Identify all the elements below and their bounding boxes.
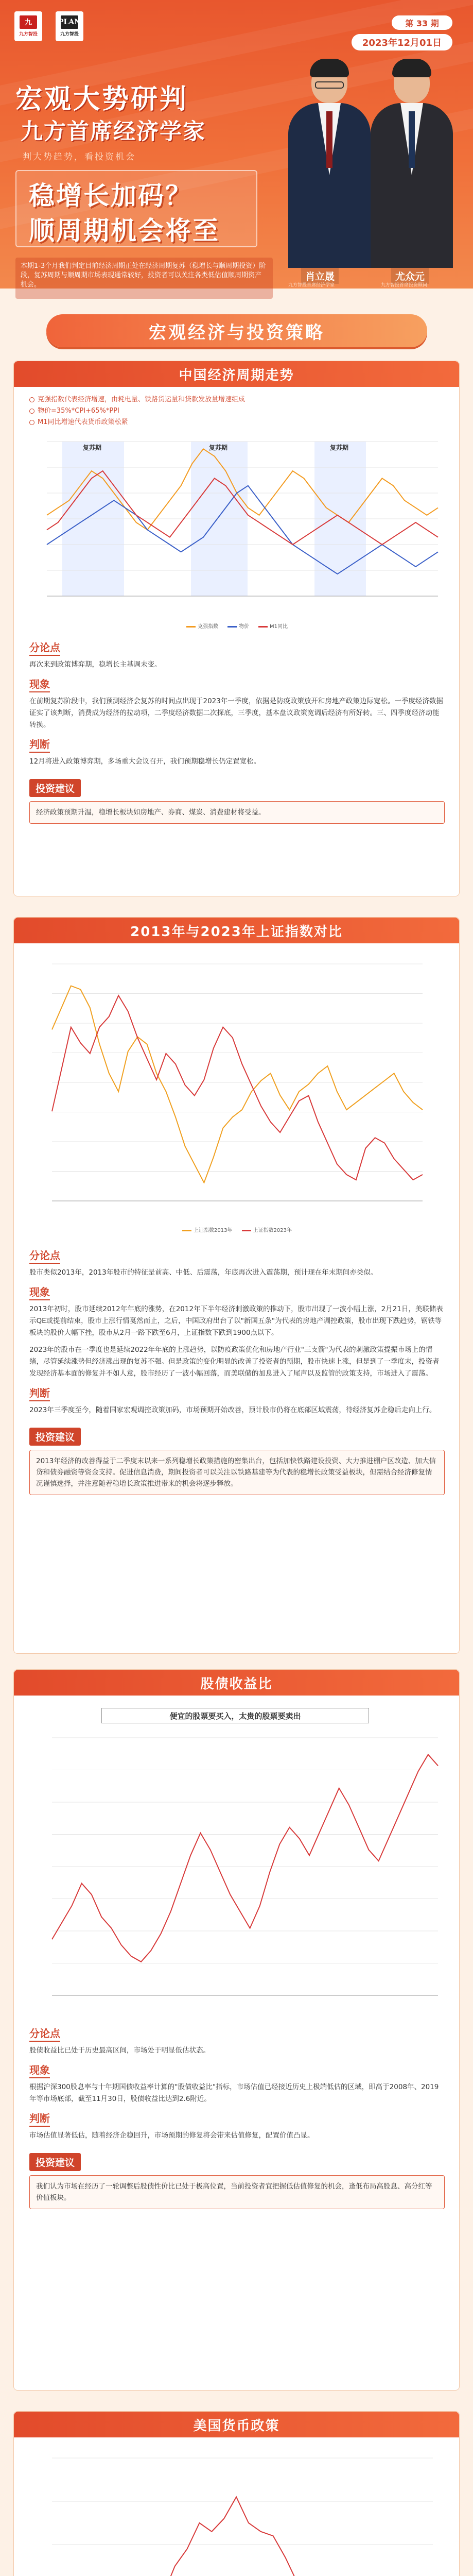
series-line-cpi xyxy=(52,2497,433,2576)
plan-text: 九方智投 xyxy=(60,32,79,37)
analysis-label: 分论点 xyxy=(29,2025,60,2042)
index-comparison-chart xyxy=(26,954,448,1222)
series-line-2013 xyxy=(52,986,423,1183)
hero-description: 本期1-3个月我们判定目前经济周期正处在经济周期复苏（稳增长与顺周期投资）阶段，复苏周期与顺周期市场表现通常较好，投资者可以关注各类低估值顺周期资产机会。 xyxy=(21,262,266,289)
advisor-role: 九方智投首席投资顾问 xyxy=(381,283,428,288)
chart-title: 便宜的股票要买入，太贵的股票要卖出 xyxy=(101,1708,369,1723)
issue-badge: 第 33 期 xyxy=(392,15,452,30)
economic-cycle-chart xyxy=(26,431,448,617)
bullet-icon xyxy=(29,420,34,425)
card-economic-cycle xyxy=(13,361,460,896)
judgement-label: 判断 xyxy=(29,2110,50,2127)
headline-question-1: 稳增长加码？ xyxy=(29,181,192,211)
legend-item: 物价 xyxy=(227,622,249,630)
card-us-monetary-policy xyxy=(13,2411,460,2576)
brand-logo xyxy=(14,11,42,41)
legend-item: 克强指数 xyxy=(186,622,218,630)
judgement-label: 判断 xyxy=(29,1385,50,1401)
card-title: 美国货币政策 xyxy=(14,2412,459,2437)
advisor-name: 尤众元 xyxy=(391,268,429,284)
phase-label: 复苏期 xyxy=(83,444,102,451)
bullet-item: 物价=35%*CPI+65%*PPI xyxy=(29,405,444,417)
bullet-item: 克强指数代表经济增速，由耗电量、铁路货运量和贷款发放量增速组成 xyxy=(29,394,444,405)
report-subtitle: 九方首席经济学家 xyxy=(21,119,206,145)
hero-header xyxy=(0,0,473,289)
analysis-label: 分论点 xyxy=(29,1247,60,1264)
logo-text: 九方智投 xyxy=(19,32,38,37)
phenomenon-text: 2023年的股市在一季度也是延续2022年年底的上涨趋势，以防疫政策优化和房地产行业"三支箭"为代表的刺激政策提振市场上的情绪，尽管延续涨势但经济涨出现的复苏不强。但是政策的变化明显的改善了投资者的预期，股市快速上涨，但是到了一季度末，投资者发现经济基本面的修复并不如人意，股市经历了一波小幅回落，而美联储的加息进入了尾声以及监管的政策支持，市场进入了震荡。 xyxy=(29,1346,440,1378)
economist-role: 九方智投首席经济学家 xyxy=(288,283,335,288)
advice-text: 我们认为市场在经历了一轮调整后股债性价比已处于极高位置，当前投资者宜把握低估值修复的机会，逢低布局高股息、高分红等价值板块。 xyxy=(29,2175,445,2209)
bullet-icon xyxy=(29,397,34,402)
bullet-icon xyxy=(29,409,34,414)
card-title: 股债收益比 xyxy=(14,1670,459,1696)
phenomenon-label: 现象 xyxy=(29,676,50,692)
phenomenon-text: 根据沪深300股息率与十年期国债收益率计算的"股债收益比"指标，市场估值已经接近历史上极端低估的区域，即高于2008年、2019年等市场底部，截至11月30日，股债收益比达到2.6附近。 xyxy=(29,2083,439,2103)
analysis-text: 再次来到政策博弈期，稳增长主基调未变。 xyxy=(29,660,162,669)
economist-portrait xyxy=(288,62,371,268)
series-line-ratio xyxy=(52,1755,438,1962)
plan-mark: PLAN xyxy=(61,15,78,29)
chart-legend xyxy=(14,1226,460,1233)
legend-item: 上证指数2023年 xyxy=(242,1226,292,1233)
headline-question-2: 顺周期机会将至 xyxy=(29,216,220,246)
card-title: 2013年与2023年上证指数对比 xyxy=(14,918,459,943)
judgement-text: 12月将进入政策博弈期，多场重大会议召开，我们预期稳增长仍定置宽松。 xyxy=(29,757,261,766)
advice-label: 投资建议 xyxy=(29,779,81,797)
advisor-portrait xyxy=(371,62,453,268)
phenomenon-text: 2013年初时，股市延续2012年年底的涨势，在2012年下半年经济刺激政策的推动下，股市出现了一波小幅上涨，2月21日，美联储表示QE或提前结束，股市上涨行情戛然而止，之后，中国政府出台了以"新国五条"为代表的房地产调控政策，股市出现下跌趋势，钢铁等板块的股价大幅下挫，股市从2月一路下跌至6月，上证指数下跌到1900点以下。 xyxy=(29,1305,443,1337)
judgement-text: 2023年三季度至今，随着国家宏观调控政策加码，市场预期开始改善，预计股市仍将在底部区域震荡，待经济复苏企稳后走向上行。 xyxy=(29,1406,436,1414)
advice-text: 2013年经济的改善得益于二季度末以来一系列稳增长政策措施的密集出台，包括加快铁路建设投资、大力推进棚户区改造、加大信贷和债券融资等资金支持。促进信息消费，期间投资者可以关注以铁路基建等为代表的稳增长政策受益板块，但需结合经济修复情况谨慎选择，并注意随着稳增长政策推进带来的机会将逐步释放。 xyxy=(29,1450,445,1495)
economist-name: 肖立晟 xyxy=(301,268,339,284)
judgement-label: 判断 xyxy=(29,736,50,753)
bullet-item: M1同比增速代表货币政策松紧 xyxy=(29,417,444,428)
phenomenon-label: 现象 xyxy=(29,2062,50,2078)
analysis-text: 股市类似2013年，2013年股市的特征是前高、中低、后震荡，年底再次进入震荡期，预计现在年末期间亦类似。 xyxy=(29,1268,378,1277)
card-title: 中国经济周期走势 xyxy=(14,361,459,387)
analysis-label: 分论点 xyxy=(29,639,60,656)
card-stock-bond-ratio xyxy=(13,1669,460,2391)
legend-item: 上证指数2013年 xyxy=(182,1226,232,1233)
report-tagline: 判大势趋势，看投资机会 xyxy=(23,152,136,162)
analysis-text: 股债收益比已处于历史最高区间，市场处于明显低估状态。 xyxy=(29,2046,210,2055)
report-title: 宏观大势研判 xyxy=(15,84,189,115)
card-index-comparison xyxy=(13,917,460,1654)
advice-label: 投资建议 xyxy=(29,2153,81,2171)
advice-label: 投资建议 xyxy=(29,1428,81,1446)
phenomenon-text: 在前期复苏阶段中，我们预测经济会复苏的时间点出现于2023年一季度，依据是防疫政策放开和房地产政策边际宽松。一季度经济数据证实了该判断，消费成为经济的拉动项，二季度经济数据二次探底，三季度，基本盘议政策宽调后经济有所好转。三、四季度经济动能转换。 xyxy=(29,697,443,729)
phase-label: 复苏期 xyxy=(330,444,349,451)
date-badge: 2023年12月01日 xyxy=(352,34,452,50)
us-monetary-chart xyxy=(26,2448,448,2576)
advice-text: 经济政策预期升温，稳增长板块如房地产、券商、煤炭、消费建材将受益。 xyxy=(29,801,445,824)
plan-logo xyxy=(56,11,83,41)
phenomenon-label: 现象 xyxy=(29,1284,50,1300)
stock-bond-ratio-chart xyxy=(26,1727,448,2016)
legend-item: M1同比 xyxy=(258,622,288,630)
phase-label: 复苏期 xyxy=(209,444,228,451)
judgement-text: 市场估值显著低估，随着经济企稳回升，市场预期的修复将会带来估值修复，配置价值凸显。 xyxy=(29,2131,314,2140)
chart-legend xyxy=(14,622,460,630)
section-banner: 宏观经济与投资策略 xyxy=(46,314,427,347)
logo-mark: 九 xyxy=(20,15,37,29)
